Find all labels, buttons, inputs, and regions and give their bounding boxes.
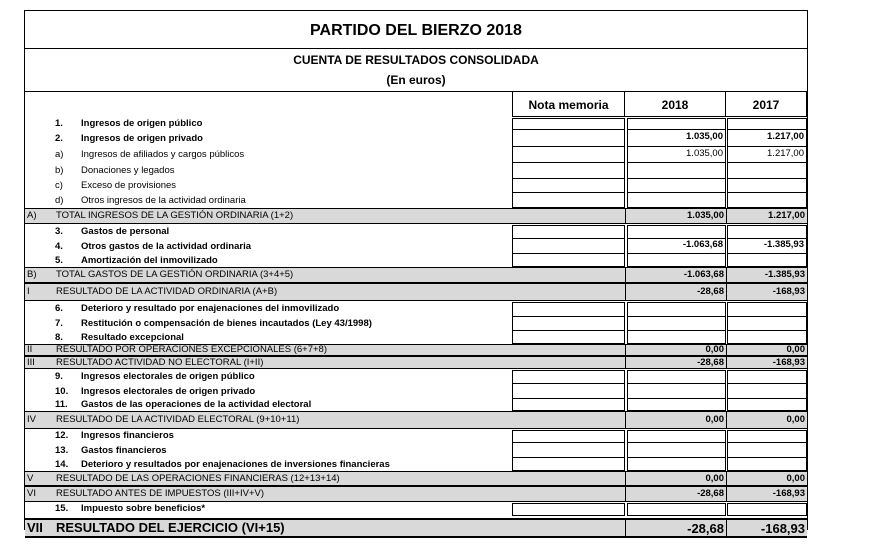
- value-2018-cell: -28,68: [697, 286, 724, 297]
- nota-cell: [512, 225, 625, 239]
- row-label: RESULTADO DE LA ACTIVIDAD ORDINARIA (A+B): [56, 286, 278, 297]
- value-2017-cell: 1.217,00: [727, 130, 807, 147]
- row-label: RESULTADO ANTES DE IMPUESTOS (III+IV+V): [56, 488, 264, 499]
- row-number: 12.: [55, 430, 69, 441]
- document-title: PARTIDO DEL BIERZO 2018: [25, 11, 807, 49]
- row-label: RESULTADO POR OPERACIONES EXCEPCIONALES (6+7+8): [56, 344, 328, 355]
- table-row: [25, 331, 807, 344]
- total-row: [25, 344, 807, 356]
- nota-cell: [512, 358, 625, 369]
- row-label: RESULTADO ACTIVIDAD NO ELECTORAL (I+II): [56, 357, 264, 368]
- nota-cell: [512, 193, 625, 208]
- row-code: II: [27, 344, 33, 355]
- row-label: Ingresos de origen privado: [81, 133, 203, 144]
- row-label: Exceso de provisiones: [81, 180, 177, 191]
- value-2018-cell: [627, 225, 726, 239]
- value-2017-cell: [727, 163, 807, 179]
- value-2018-cell: [627, 179, 726, 193]
- row-number: b): [55, 165, 64, 176]
- table-row: [25, 301, 807, 317]
- value-2018-cell: [627, 458, 726, 471]
- value-2018-cell: [627, 317, 726, 331]
- value-2018-cell: -28,68: [687, 521, 724, 536]
- nota-cell: [512, 331, 625, 344]
- row-number: 15.: [55, 503, 69, 514]
- units-note: (En euros): [386, 73, 446, 87]
- table-row: [25, 117, 807, 130]
- value-2017-cell: -168,93: [772, 488, 805, 499]
- row-label: Ingresos financieros: [81, 430, 174, 441]
- nota-cell: [512, 130, 625, 147]
- row-label: TOTAL GASTOS DE LA GESTIÓN ORDINARIA (3+4+5): [56, 269, 294, 280]
- row-number: 6.: [55, 303, 63, 314]
- value-2017-cell: [727, 225, 807, 239]
- row-code: III: [27, 357, 35, 368]
- table-row: [25, 443, 807, 458]
- value-2018-cell: 1.035,00: [627, 147, 726, 163]
- value-2017-cell: [727, 458, 807, 471]
- value-2017-cell: -168,93: [772, 357, 805, 368]
- value-2017-cell: -168,93: [760, 521, 805, 536]
- row-number: 10.: [55, 386, 69, 397]
- table-row: [25, 429, 807, 443]
- nota-cell: [512, 488, 625, 502]
- nota-cell: [512, 285, 625, 301]
- row-label: RESULTADO DEL EJERCICIO (VI+15): [56, 520, 285, 535]
- value-2017-cell: 0,00: [786, 344, 805, 355]
- value-2018-cell: [627, 443, 726, 458]
- value-2018-cell: -28,68: [697, 357, 724, 368]
- value-2017-cell: [727, 302, 807, 317]
- nota-cell: [512, 430, 625, 443]
- nota-cell: [512, 269, 625, 283]
- table-row: [25, 458, 807, 471]
- row-label: Gastos de personal: [81, 226, 170, 237]
- value-2018-cell: [627, 118, 726, 130]
- table-row: [25, 399, 807, 411]
- value-2018-cell: 0,00: [705, 344, 724, 355]
- value-2017-cell: [727, 443, 807, 458]
- nota-cell: [512, 147, 625, 163]
- column-divider: [726, 284, 727, 300]
- column-divider: [625, 487, 626, 501]
- row-label: Resultado excepcional: [81, 332, 184, 343]
- row-label: Deterioro y resultado por enajenaciones del inmovilizado: [81, 303, 340, 314]
- table-row: [25, 369, 807, 384]
- final-result-row: [25, 518, 807, 538]
- value-2017-cell: [727, 254, 807, 267]
- row-label: RESULTADO DE LA ACTIVIDAD ELECTORAL (9+10+11): [56, 414, 300, 425]
- value-2017-cell: [727, 317, 807, 331]
- column-divider: [726, 520, 727, 536]
- row-number: 9.: [55, 371, 63, 382]
- value-2018-cell: [627, 384, 726, 399]
- row-label: Amortización del inmovilizado: [81, 255, 218, 266]
- income-statement-sheet: [24, 10, 808, 536]
- value-2018-cell: [627, 503, 726, 516]
- column-header-row: [25, 91, 807, 117]
- nota-cell: [512, 370, 625, 384]
- value-2017-cell: [727, 399, 807, 411]
- nota-cell: [512, 179, 625, 193]
- table-row: [25, 224, 807, 239]
- nota-cell: [512, 254, 625, 267]
- value-2017-cell: 1.217,00: [768, 210, 805, 221]
- column-header-2017: 2017: [726, 91, 807, 117]
- value-2017-cell: [727, 503, 807, 516]
- table-row: [25, 317, 807, 331]
- row-number: 4.: [55, 241, 63, 252]
- column-divider: [726, 412, 727, 428]
- row-label: RESULTADO DE LAS OPERACIONES FINANCIERAS (12+13+14): [56, 473, 340, 484]
- row-label: Gastos de las operaciones de la actividad electoral: [81, 399, 312, 410]
- column-divider: [625, 357, 626, 368]
- row-code: V: [27, 473, 34, 484]
- total-row: [25, 356, 807, 369]
- nota-cell: [512, 399, 625, 411]
- row-code: I: [27, 286, 30, 297]
- value-2017-cell: -1.385,93: [727, 239, 807, 254]
- value-2018-cell: -28,68: [697, 488, 724, 499]
- value-2018-cell: [627, 163, 726, 179]
- column-divider: [625, 284, 626, 300]
- value-2018-cell: [627, 430, 726, 443]
- nota-cell: [512, 413, 625, 429]
- column-divider: [726, 268, 727, 282]
- nota-cell: [512, 163, 625, 179]
- row-label: Restitución o compensación de bienes incautados (Ley 43/1998): [81, 318, 372, 329]
- table-row: [25, 193, 807, 208]
- row-label: Donaciones y legados: [81, 165, 175, 176]
- row-number: c): [55, 180, 63, 191]
- nota-cell: [512, 239, 625, 254]
- row-label: Gastos financieros: [81, 445, 167, 456]
- row-label: Otros ingresos de la actividad ordinaria: [81, 195, 246, 206]
- value-2018-cell: [627, 399, 726, 411]
- column-divider: [625, 209, 626, 223]
- column-divider: [625, 345, 626, 355]
- row-number: 3.: [55, 226, 63, 237]
- row-number: 2.: [55, 133, 63, 144]
- value-2017-cell: [727, 331, 807, 344]
- column-divider: [625, 520, 626, 536]
- nota-cell: [512, 521, 625, 539]
- value-2017-cell: 0,00: [786, 414, 805, 425]
- table-row: [25, 130, 807, 147]
- column-divider: [726, 472, 727, 485]
- nota-cell: [512, 503, 625, 516]
- table-row: [25, 254, 807, 267]
- value-2018-cell: [627, 331, 726, 344]
- row-number: 13.: [55, 445, 69, 456]
- row-number: 14.: [55, 459, 69, 470]
- value-2017-cell: [727, 430, 807, 443]
- row-label: Ingresos electorales de origen privado: [81, 386, 256, 397]
- total-row: [25, 267, 807, 283]
- value-2018-cell: [627, 254, 726, 267]
- value-2017-cell: [727, 370, 807, 384]
- nota-cell: [512, 317, 625, 331]
- row-code: B): [27, 269, 37, 280]
- row-number: 8.: [55, 332, 63, 343]
- nota-cell: [512, 458, 625, 471]
- row-number: 7.: [55, 318, 63, 329]
- row-code: VI: [27, 488, 36, 499]
- table-row: [25, 502, 807, 516]
- row-label: Ingresos electorales de origen público: [81, 371, 255, 382]
- value-2017-cell: -168,93: [772, 286, 805, 297]
- column-divider: [625, 472, 626, 485]
- total-row: [25, 283, 807, 301]
- value-2018-cell: 0,00: [705, 473, 724, 484]
- nota-cell: [512, 346, 625, 356]
- row-number: d): [55, 195, 64, 206]
- value-2017-cell: 0,00: [786, 473, 805, 484]
- total-row: [25, 208, 807, 224]
- row-label: Ingresos de afiliados y cargos públicos: [81, 149, 245, 160]
- value-2018-cell: [627, 370, 726, 384]
- column-divider: [726, 357, 727, 368]
- nota-cell: [512, 443, 625, 458]
- value-2018-cell: 1.035,00: [687, 210, 724, 221]
- row-label: Impuesto sobre beneficios*: [81, 503, 206, 514]
- value-2018-cell: [627, 193, 726, 208]
- column-divider: [625, 268, 626, 282]
- table-row: [25, 147, 807, 163]
- nota-cell: [512, 302, 625, 317]
- document-subtitle: CUENTA DE RESULTADOS CONSOLIDADA: [293, 53, 539, 67]
- column-header-nota: Nota memoria: [512, 91, 625, 117]
- table-row: [25, 163, 807, 179]
- row-label: Otros gastos de la actividad ordinaria: [81, 241, 251, 252]
- column-header-2018: 2018: [625, 91, 726, 117]
- table-row: [25, 179, 807, 193]
- column-divider: [726, 209, 727, 223]
- nota-cell: [512, 384, 625, 399]
- value-2017-cell: [727, 118, 807, 130]
- value-2017-cell: [727, 193, 807, 208]
- column-divider: [625, 412, 626, 428]
- total-row: [25, 471, 807, 486]
- value-2018-cell: [627, 302, 726, 317]
- column-divider: [726, 487, 727, 501]
- row-label: Deterioro y resultados por enajenaciones de inversiones financieras: [81, 459, 390, 470]
- table-row: [25, 239, 807, 254]
- value-2017-cell: [727, 384, 807, 399]
- value-2018-cell: -1.063,68: [683, 269, 724, 280]
- value-2018-cell: 1.035,00: [627, 130, 726, 147]
- total-row: [25, 411, 807, 429]
- value-2018-cell: -1.063,68: [627, 239, 726, 254]
- row-number: 11.: [55, 399, 68, 410]
- row-number: 1.: [55, 118, 63, 129]
- row-label: TOTAL INGRESOS DE LA GESTIÓN ORDINARIA (1+2): [56, 210, 294, 221]
- value-2018-cell: 0,00: [705, 414, 724, 425]
- column-divider: [726, 345, 727, 355]
- value-2017-cell: -1.385,93: [764, 269, 805, 280]
- row-label: Ingresos de origen público: [81, 118, 203, 129]
- row-number: 5.: [55, 255, 63, 266]
- total-row: [25, 486, 807, 502]
- row-number: a): [55, 149, 64, 160]
- row-code: A): [27, 210, 37, 221]
- nota-cell: [512, 210, 625, 224]
- row-code: VII: [27, 520, 43, 535]
- nota-cell: [512, 473, 625, 486]
- value-2017-cell: [727, 179, 807, 193]
- value-2017-cell: 1.217,00: [727, 147, 807, 163]
- table-row: [25, 384, 807, 399]
- row-code: IV: [27, 414, 36, 425]
- nota-cell: [512, 118, 625, 130]
